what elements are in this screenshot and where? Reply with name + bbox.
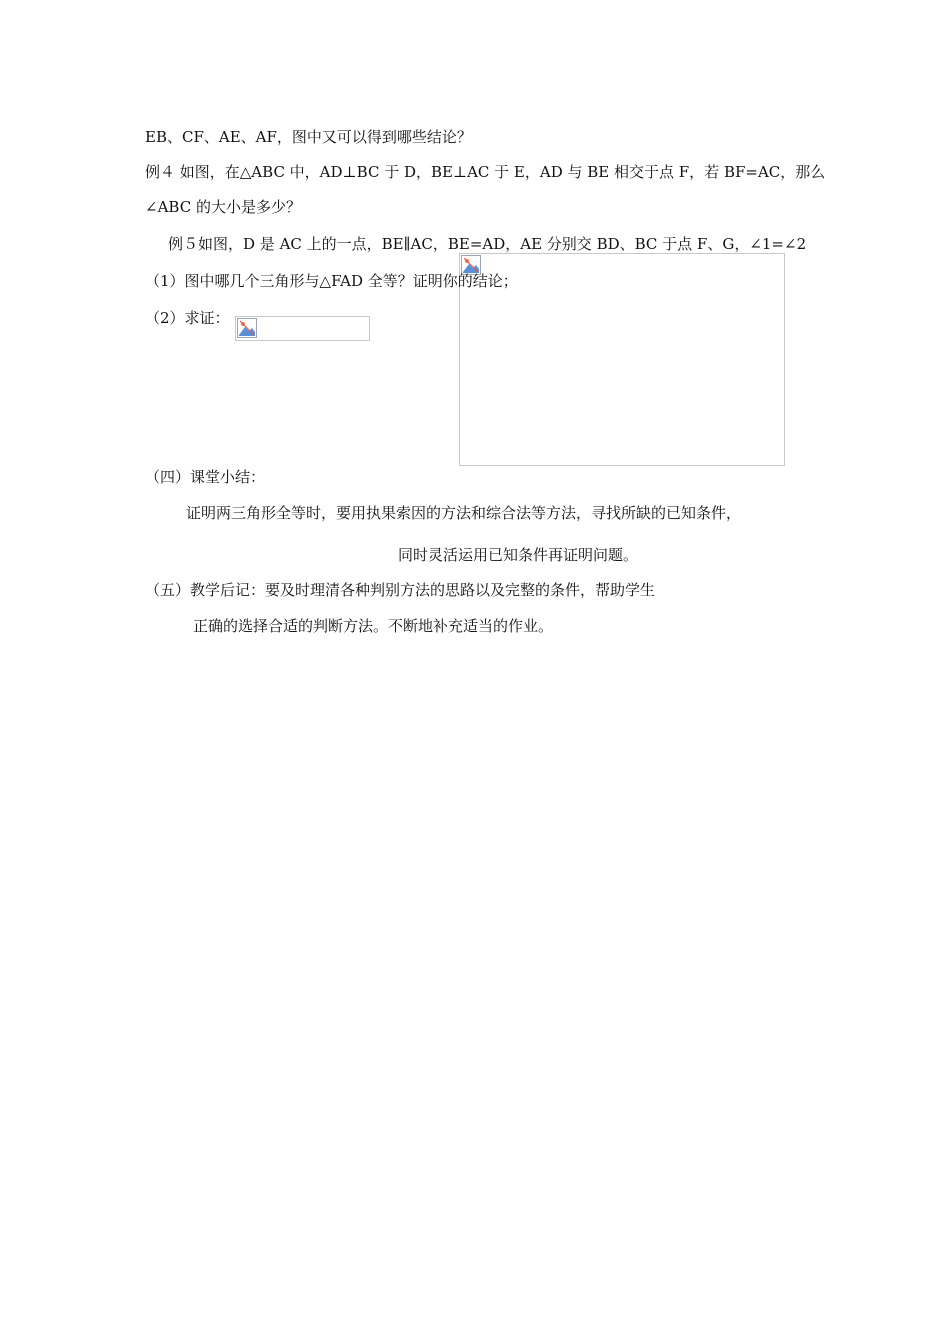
text-line-1: EB、CF、AE、AF，图中又可以得到哪些结论？	[145, 128, 472, 146]
example-4-line-2: ∠ABC 的大小是多少？	[145, 198, 301, 216]
question-2-label: （2）求证：	[145, 309, 230, 327]
reflection-line-2: 正确的选择合适的判断方法。不断地补充适当的作业。	[193, 617, 554, 635]
broken-image-icon	[237, 318, 257, 338]
section-4-heading: （四）课堂小结：	[145, 468, 266, 486]
section-5-heading: （五）教学后记：要及时理清各种判别方法的思路以及完整的条件，帮助学生	[145, 581, 656, 599]
summary-line-1: 证明两三角形全等时，要用执果索因的方法和综合法等方法，寻找所缺的已知条件，	[186, 504, 742, 522]
summary-line-2: 同时灵活运用已知条件再证明问题。	[398, 546, 639, 564]
question-2-formula-image	[235, 316, 370, 341]
question-1: （1）图中哪几个三角形与△FAD 全等？证明你的结论；	[145, 272, 518, 290]
example-5-statement: 例５如图，D 是 AC 上的一点，BE∥AC，BE=AD，AE 分别交 BD、BC 于点 F、G，∠1=∠2	[168, 235, 807, 253]
example-4-line-1: 例４ 如图，在△ABC 中，AD⊥BC 于 D，BE⊥AC 于 E，AD 与 BE 相交于点 F，若 BF=AC，那么	[145, 163, 826, 181]
